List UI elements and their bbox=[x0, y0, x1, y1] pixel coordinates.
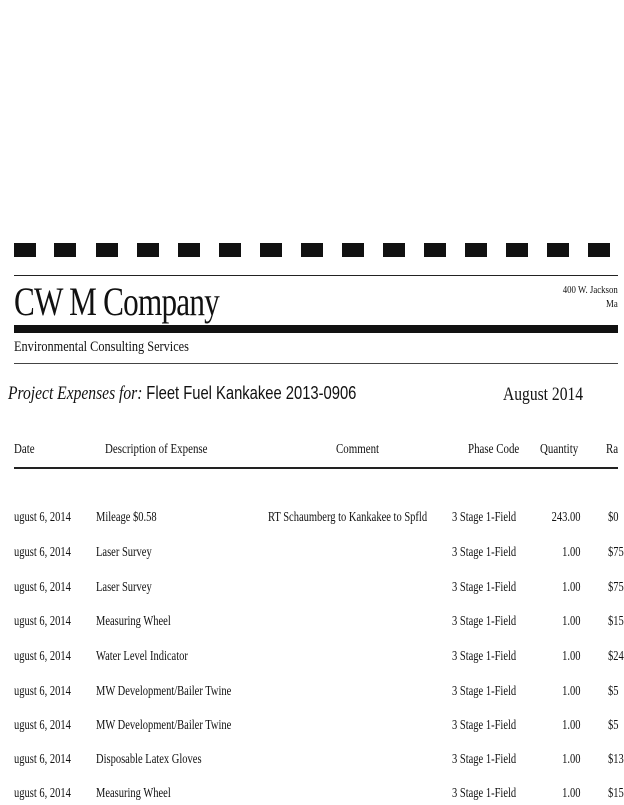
table-row bbox=[0, 717, 618, 737]
cell-description: MW Development/Bailer Twine bbox=[96, 718, 232, 733]
cell-phase-code: 3 Stage 1-Field bbox=[452, 614, 517, 629]
top-divider bbox=[14, 275, 618, 276]
column-header-rate: Ra bbox=[606, 442, 619, 457]
cell-date: ugust 6, 2014 bbox=[14, 684, 71, 699]
cell-rate: $75 bbox=[608, 580, 624, 595]
fax-strip-block bbox=[96, 243, 118, 257]
cell-date: ugust 6, 2014 bbox=[14, 510, 71, 525]
cell-phase-code: 3 Stage 1-Field bbox=[452, 510, 517, 525]
cell-quantity: 243.00 bbox=[551, 510, 580, 525]
cell-quantity: 1.00 bbox=[561, 614, 580, 629]
cell-rate: $75 bbox=[608, 545, 624, 560]
cell-description: Water Level Indicator bbox=[96, 649, 188, 664]
column-header-phase-code: Phase Code bbox=[468, 442, 520, 457]
cell-phase-code: 3 Stage 1-Field bbox=[452, 580, 517, 595]
fax-strip-block bbox=[342, 243, 364, 257]
column-header-date: Date bbox=[14, 442, 35, 457]
cell-phase-code: 3 Stage 1-Field bbox=[452, 718, 517, 733]
company-address bbox=[563, 283, 618, 311]
cell-rate: $5 bbox=[608, 718, 619, 733]
table-row bbox=[0, 751, 624, 771]
cell-description: MW Development/Bailer Twine bbox=[96, 684, 232, 699]
cell-phase-code: 3 Stage 1-Field bbox=[452, 545, 517, 560]
cell-quantity: 1.00 bbox=[561, 718, 580, 733]
cell-date: ugust 6, 2014 bbox=[14, 545, 71, 560]
cell-rate: $24 bbox=[608, 649, 624, 664]
fax-strip-block bbox=[383, 243, 405, 257]
table-row bbox=[0, 613, 624, 633]
fax-strip-block bbox=[54, 243, 76, 257]
project-prefix: Project Expenses for: bbox=[8, 383, 143, 404]
address-line-1: 400 W. Jackson bbox=[563, 284, 618, 296]
cell-date: ugust 6, 2014 bbox=[14, 649, 71, 664]
tagline-divider bbox=[14, 363, 618, 364]
column-header-quantity: Quantity bbox=[540, 442, 579, 457]
cell-date: ugust 6, 2014 bbox=[14, 580, 71, 595]
table-row bbox=[0, 785, 624, 805]
report-period: August 2014 bbox=[503, 384, 584, 405]
cell-phase-code: 3 Stage 1-Field bbox=[452, 752, 517, 767]
fax-strip-block bbox=[178, 243, 200, 257]
table-row bbox=[0, 683, 618, 703]
cell-description: Laser Survey bbox=[96, 580, 152, 595]
cell-description: Laser Survey bbox=[96, 545, 152, 560]
table-row bbox=[0, 579, 624, 599]
cell-quantity: 1.00 bbox=[561, 752, 580, 767]
cell-description: Measuring Wheel bbox=[96, 614, 171, 629]
cell-description: Mileage $0.58 bbox=[96, 510, 157, 525]
project-name: Fleet Fuel Kankakee 2013-0906 bbox=[146, 383, 357, 403]
cell-rate: $15 bbox=[608, 786, 624, 801]
fax-strip-block bbox=[137, 243, 159, 257]
fax-strip-block bbox=[14, 243, 36, 257]
fax-strip-block bbox=[588, 243, 610, 257]
cell-phase-code: 3 Stage 1-Field bbox=[452, 786, 517, 801]
cell-description: Disposable Latex Gloves bbox=[96, 752, 202, 767]
cell-rate: $5 bbox=[608, 684, 619, 699]
header-thick-divider bbox=[14, 325, 618, 333]
fax-strip-block bbox=[219, 243, 241, 257]
cell-rate: $0 bbox=[608, 510, 619, 525]
cell-rate: $15 bbox=[608, 614, 624, 629]
cell-rate: $13 bbox=[608, 752, 624, 767]
cell-quantity: 1.00 bbox=[561, 580, 580, 595]
company-tagline: Environmental Consulting Services bbox=[14, 339, 189, 355]
fax-strip-block bbox=[465, 243, 487, 257]
fax-strip-block bbox=[506, 243, 528, 257]
table-row bbox=[0, 648, 624, 668]
cell-quantity: 1.00 bbox=[561, 649, 580, 664]
fax-strip-block bbox=[301, 243, 323, 257]
cell-date: ugust 6, 2014 bbox=[14, 614, 71, 629]
cell-quantity: 1.00 bbox=[561, 786, 580, 801]
fax-strip-block bbox=[547, 243, 569, 257]
fax-header-strip bbox=[14, 241, 618, 261]
table-row bbox=[0, 544, 624, 564]
column-header-description: Description of Expense bbox=[105, 442, 208, 457]
table-header-divider bbox=[14, 467, 618, 469]
cell-comment: RT Schaumberg to Kankakee to Spfld bbox=[268, 510, 428, 525]
project-title bbox=[8, 381, 356, 406]
cell-quantity: 1.00 bbox=[561, 545, 580, 560]
cell-phase-code: 3 Stage 1-Field bbox=[452, 684, 517, 699]
cell-quantity: 1.00 bbox=[561, 684, 580, 699]
column-header-comment: Comment bbox=[336, 442, 380, 457]
company-name: CW M Company bbox=[14, 279, 220, 324]
cell-date: ugust 6, 2014 bbox=[14, 718, 71, 733]
cell-date: ugust 6, 2014 bbox=[14, 752, 71, 767]
cell-phase-code: 3 Stage 1-Field bbox=[452, 649, 517, 664]
fax-strip-block bbox=[424, 243, 446, 257]
table-row bbox=[0, 509, 618, 529]
cell-date: ugust 6, 2014 bbox=[14, 786, 71, 801]
cell-description: Measuring Wheel bbox=[96, 786, 171, 801]
fax-strip-block bbox=[260, 243, 282, 257]
address-line-2: Ma bbox=[606, 298, 618, 310]
